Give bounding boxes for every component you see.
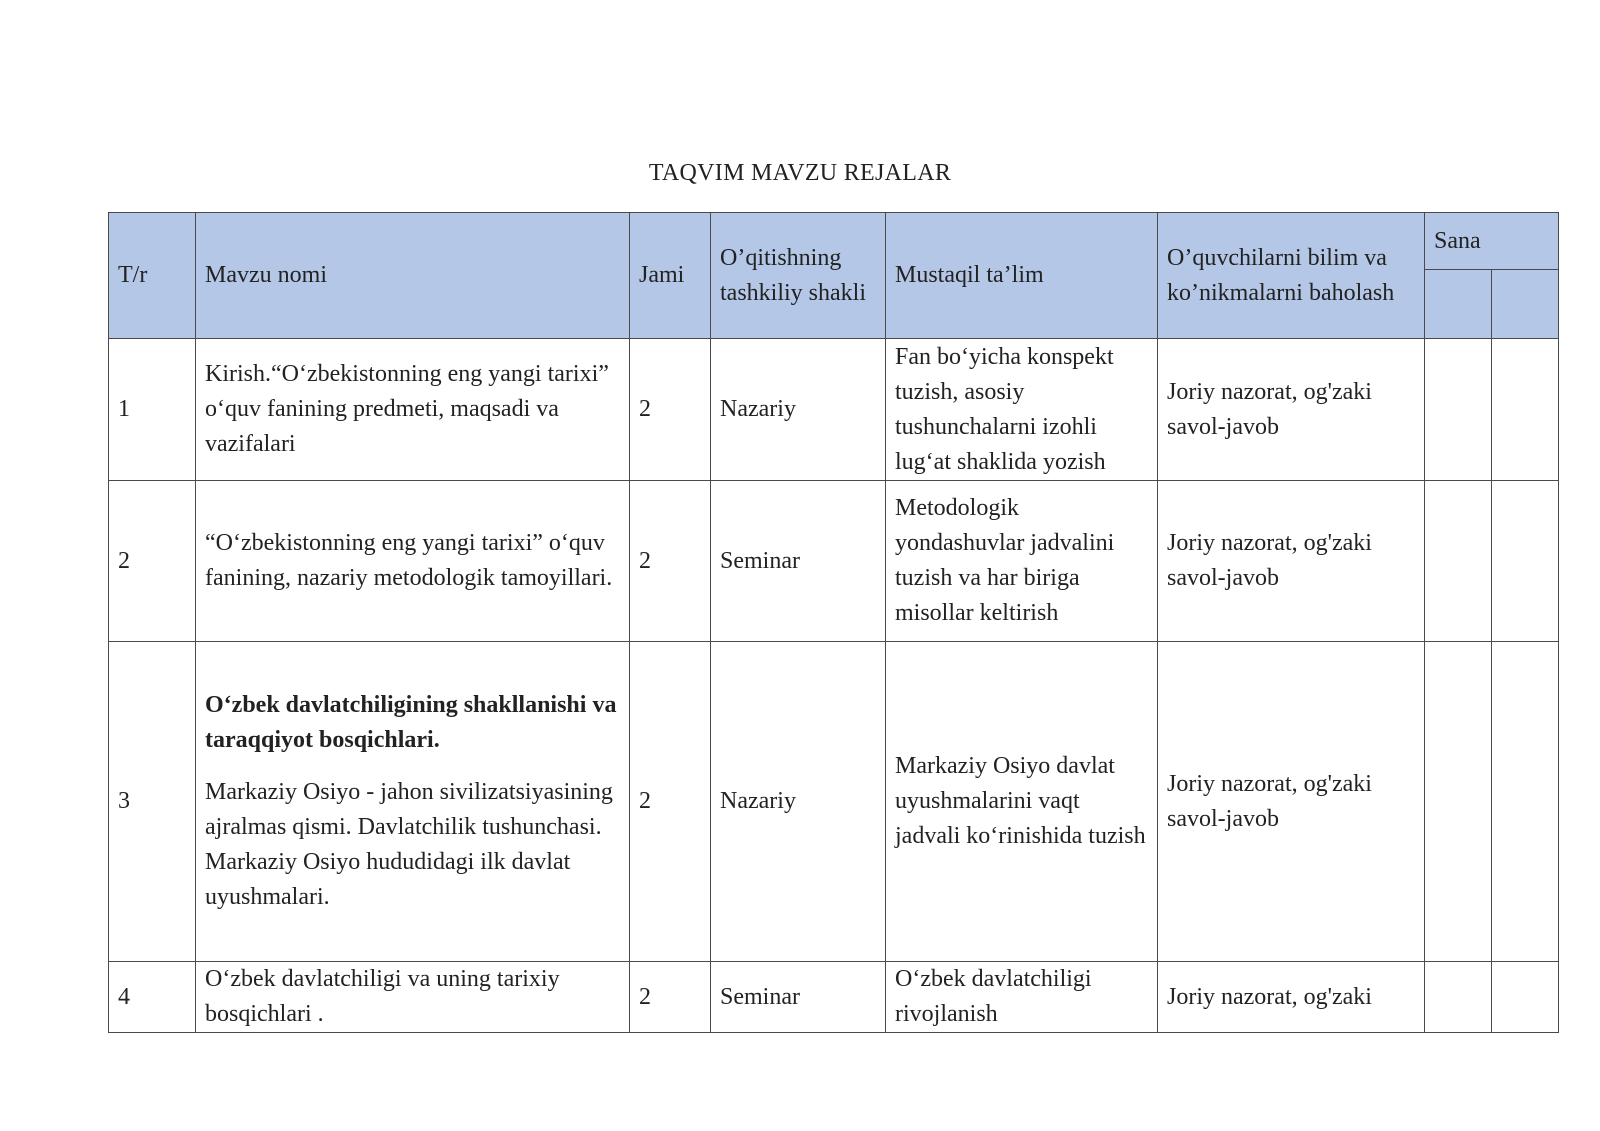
row-topic: “O‘zbekistonning eng yangi tarixi” o‘quv fanining, nazariy metodologik tamoyillari. [196,481,630,642]
row-date-2 [1492,642,1559,962]
row-form: Seminar [711,962,886,1033]
row-topic: O‘zbek davlatchiligi va uning tarixiy bosqichlari . [196,962,630,1033]
header-num: T/r [109,213,196,339]
row-date-2 [1492,339,1559,481]
row-topic-heading: O‘zbek davlatchiligining shakllanishi va taraqqiyot bosqichlari. [205,692,617,753]
row-assessment: Joriy nazorat, og'zaki [1158,962,1425,1033]
row-form: Nazariy [711,642,886,962]
row-self-study: Metodologik yondashuvlar jadvalini tuzish va har biriga misollar keltirish [886,481,1158,642]
row-form: Seminar [711,481,886,642]
header-self-study: Mustaqil ta’lim [886,213,1158,339]
row-total: 2 [630,962,711,1033]
row-num: 2 [109,481,196,642]
row-form: Nazariy [711,339,886,481]
table-row [109,481,1559,642]
header-date-sub-1 [1425,270,1492,339]
header-form: O’qitishning tashkiliy shakli [711,213,886,339]
row-self-study: O‘zbek davlatchiligi rivojlanish [886,962,1158,1033]
row-topic-body: Markaziy Osiyo - jahon sivilizatsiyasining ajralmas qismi. Davlatchilik tushunchasi. Markaziy Osiyo hududidagi ilk davlat uyushmalari. [205,779,613,910]
row-date-1 [1425,962,1492,1033]
header-date: Sana [1425,213,1559,270]
row-date-1 [1425,642,1492,962]
row-total: 2 [630,642,711,962]
row-assessment: Joriy nazorat, og'zaki savol-javob [1158,481,1425,642]
table-row [109,962,1559,1033]
row-topic [196,642,630,962]
row-date-1 [1425,481,1492,642]
table-header-row [109,213,1559,270]
row-total: 2 [630,339,711,481]
row-num: 1 [109,339,196,481]
table-row [109,642,1559,962]
row-self-study: Markaziy Osiyo davlat uyushmalarini vaqt jadvali ko‘rinishida tuzish [886,642,1158,962]
row-assessment: Joriy nazorat, og'zaki savol-javob [1158,642,1425,962]
row-num: 3 [109,642,196,962]
row-total: 2 [630,481,711,642]
header-date-sub-2 [1492,270,1559,339]
table-row [109,339,1559,481]
row-date-2 [1492,481,1559,642]
row-date-2 [1492,962,1559,1033]
row-self-study: Fan bo‘yicha konspekt tuzish, asosiy tushunchalarni izohli lug‘at shaklida yozish [886,339,1158,481]
row-num: 4 [109,962,196,1033]
page-title: TAQVIM MAVZU REJALAR [648,160,952,186]
row-topic: Kirish.“O‘zbekistonning eng yangi tarixi” o‘quv fanining predmeti, maqsadi va vazifalari [196,339,630,481]
header-topic: Mavzu nomi [196,213,630,339]
header-assessment: O’quvchilarni bilim va ko’nikmalarni baholash [1158,213,1425,339]
header-total: Jami [630,213,711,339]
row-assessment: Joriy nazorat, og'zaki savol-javob [1158,339,1425,481]
calendar-plan-table [108,212,1559,1033]
row-date-1 [1425,339,1492,481]
